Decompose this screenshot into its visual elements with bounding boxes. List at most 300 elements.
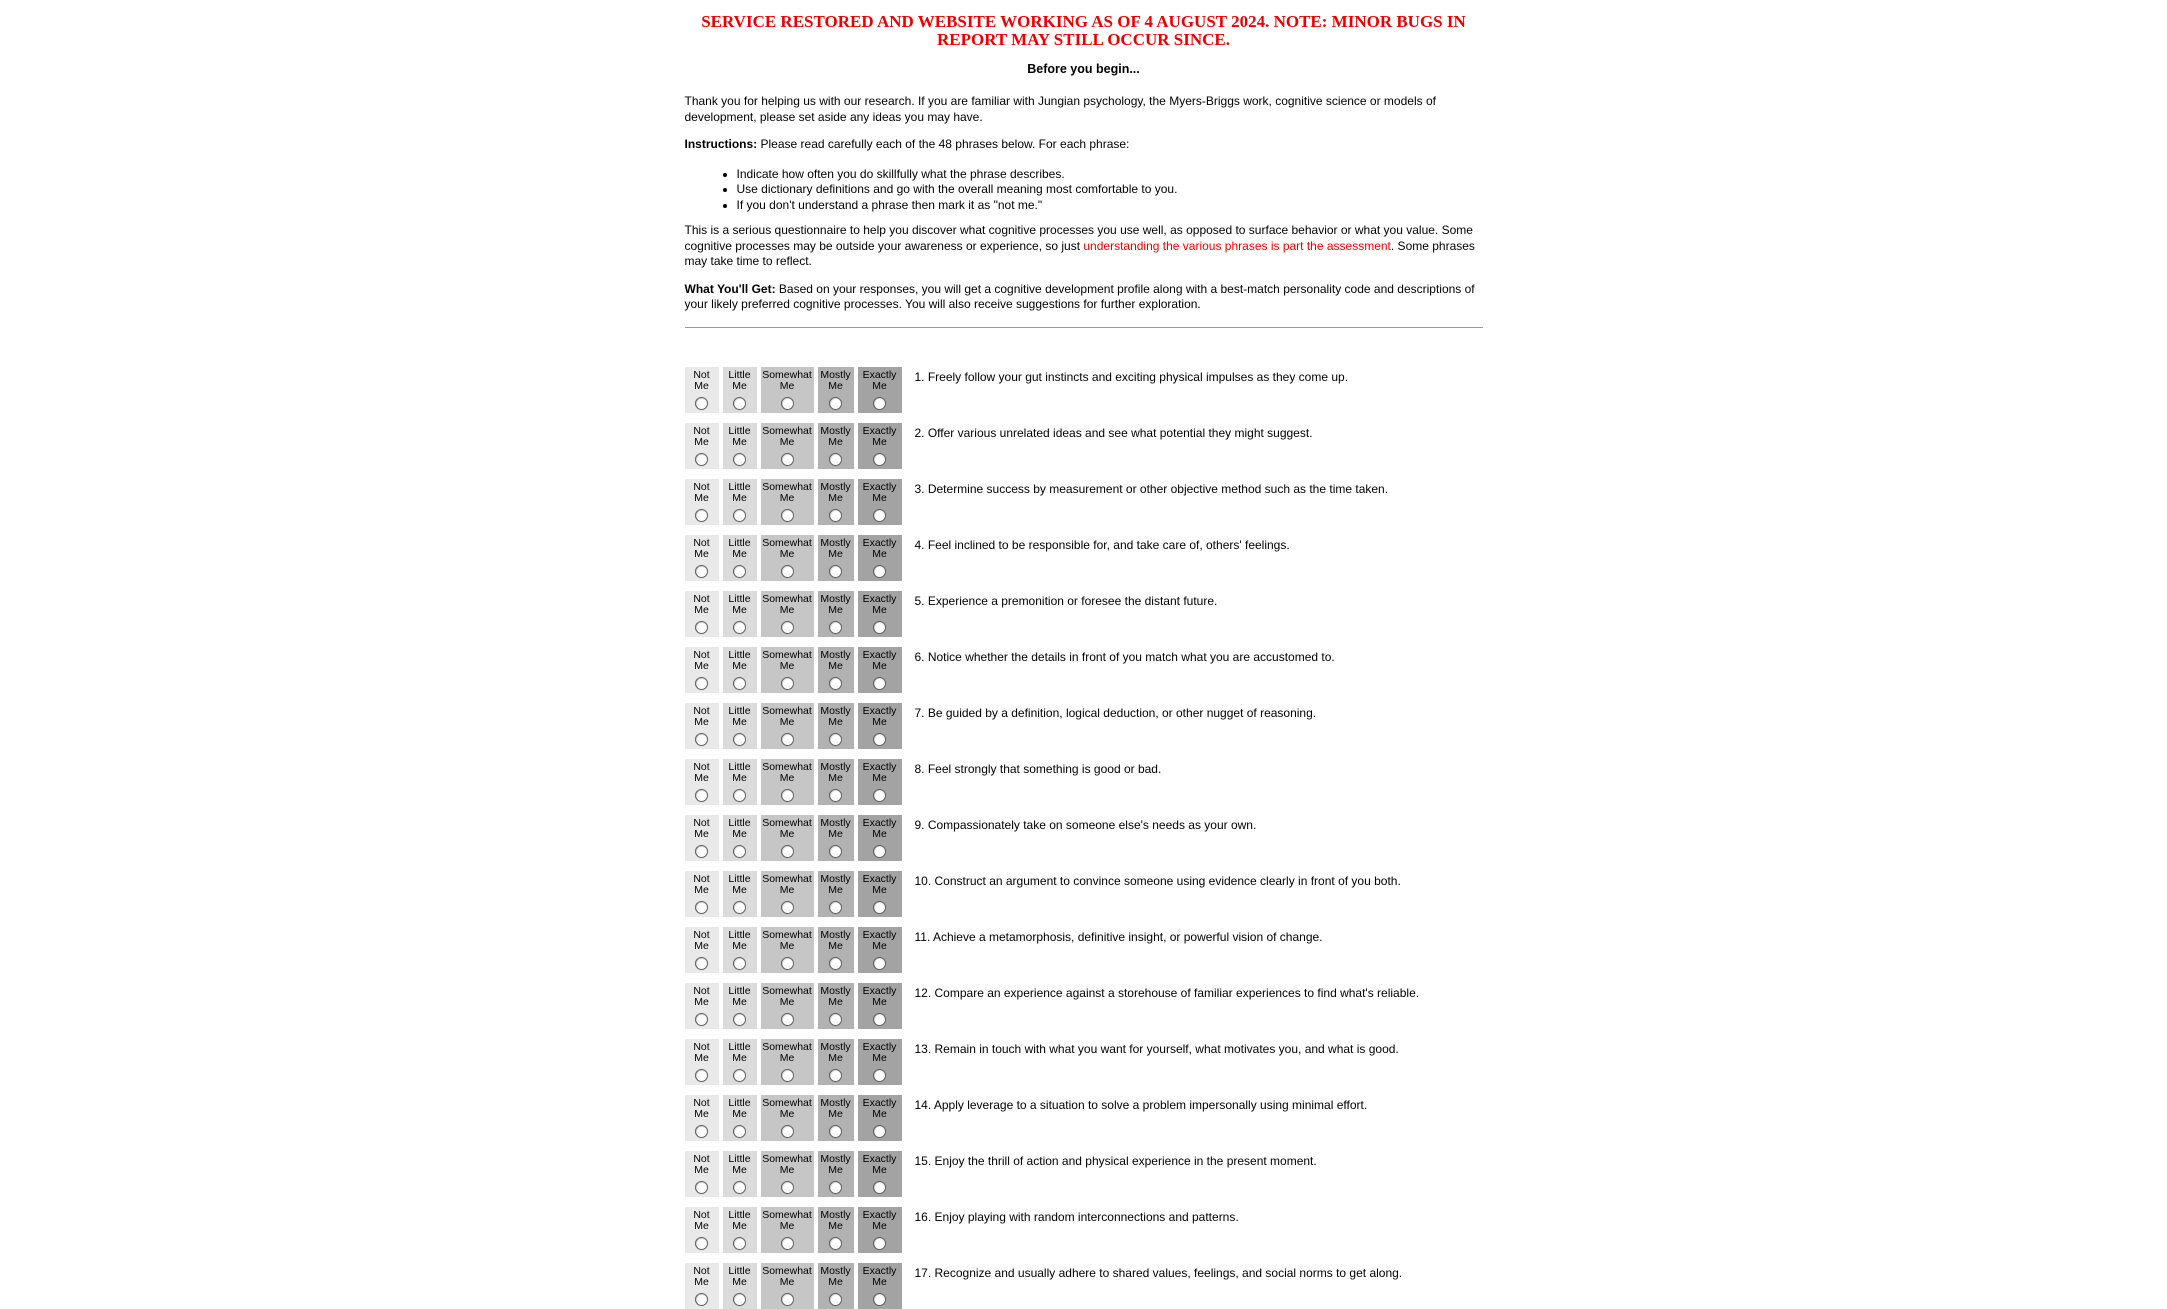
rating-cell[interactable]: [858, 1039, 902, 1085]
rating-radio[interactable]: [873, 1181, 886, 1194]
rating-cell[interactable]: [818, 423, 854, 469]
rating-cell-label: Not Me: [693, 984, 710, 1008]
question-text: 10. Construct an argument to convince someone using evidence clearly in front of you both.: [914, 873, 1401, 888]
rating-cell-label: Mostly Me: [820, 1096, 851, 1120]
rating-radio[interactable]: [829, 733, 842, 746]
rating-cell[interactable]: [858, 871, 902, 917]
rating-radio[interactable]: [781, 1293, 794, 1306]
rating-cell[interactable]: [685, 1263, 719, 1309]
rating-cell-label: Somewhat Me: [762, 1096, 812, 1120]
rating-cell[interactable]: [818, 703, 854, 749]
rating-radio[interactable]: [873, 565, 886, 578]
rating-radio[interactable]: [733, 1069, 746, 1082]
rating-radio[interactable]: [695, 901, 708, 914]
rating-radio[interactable]: [873, 1013, 886, 1026]
rating-radio[interactable]: [829, 397, 842, 410]
serious-text-red: understanding the various phrases is part the assessment: [1083, 238, 1391, 253]
what-youll-get-label: What You'll Get:: [684, 281, 776, 296]
rating-cell-label: Exactly Me: [862, 1040, 897, 1064]
rating-cell-label: Somewhat Me: [762, 368, 812, 392]
question-text: 17. Recognize and usually adhere to shared values, feelings, and social norms to get along.: [914, 1265, 1403, 1280]
rating-radio[interactable]: [873, 397, 886, 410]
rating-cell-label: Little Me: [728, 816, 751, 840]
rating-radio[interactable]: [781, 453, 794, 466]
rating-cell[interactable]: [761, 367, 814, 413]
question-text: 12. Compare an experience against a storehouse of familiar experiences to find what's reliable.: [914, 985, 1420, 1000]
rating-scale: [685, 815, 902, 861]
rating-radio[interactable]: [781, 901, 794, 914]
question-text: 5. Experience a premonition or foresee the distant future.: [914, 593, 1218, 608]
rating-radio[interactable]: [695, 1293, 708, 1306]
question-list: [685, 367, 1483, 1309]
rating-cell-label: Exactly Me: [862, 480, 897, 504]
rating-cell[interactable]: [685, 423, 719, 469]
rating-radio[interactable]: [829, 901, 842, 914]
rating-cell-label: Somewhat Me: [762, 1152, 812, 1176]
rating-radio[interactable]: [781, 957, 794, 970]
question-row: [685, 759, 1483, 805]
rating-cell[interactable]: [685, 367, 719, 413]
rating-cell[interactable]: [818, 1095, 854, 1141]
rating-cell[interactable]: [818, 647, 854, 693]
rating-cell-label: Not Me: [693, 1208, 710, 1232]
rating-cell[interactable]: [761, 703, 814, 749]
what-youll-get-text: Based on your responses, you will get a cognitive development profile along with a best-match personality code and descriptions of your likely preferred cognitive processes. You will also receive suggestions for further exploration.: [684, 281, 1475, 311]
rating-cell[interactable]: [685, 1039, 719, 1085]
rating-cell[interactable]: [858, 759, 902, 805]
rating-cell-label: Little Me: [728, 984, 751, 1008]
question-row: [685, 703, 1483, 749]
rating-cell-label: Exactly Me: [862, 872, 897, 896]
rating-cell[interactable]: [723, 703, 757, 749]
rating-cell[interactable]: [818, 927, 854, 973]
rating-cell[interactable]: [723, 1095, 757, 1141]
rating-radio[interactable]: [733, 621, 746, 634]
rating-cell[interactable]: [818, 815, 854, 861]
rating-cell-label: Exactly Me: [862, 1152, 897, 1176]
rating-cell[interactable]: [685, 703, 719, 749]
rating-cell-label: Somewhat Me: [762, 1208, 812, 1232]
rating-cell-label: Not Me: [693, 816, 710, 840]
rating-cell[interactable]: [818, 871, 854, 917]
rating-cell[interactable]: [858, 983, 902, 1029]
rating-cell-label: Exactly Me: [862, 1096, 897, 1120]
rating-cell-label: Mostly Me: [820, 1040, 851, 1064]
rating-radio[interactable]: [873, 733, 886, 746]
rating-radio[interactable]: [873, 1237, 886, 1250]
rating-radio[interactable]: [733, 677, 746, 690]
question-row: [685, 871, 1483, 917]
rating-radio[interactable]: [829, 1237, 842, 1250]
rating-cell[interactable]: [685, 927, 719, 973]
rating-radio[interactable]: [695, 621, 708, 634]
rating-scale: [685, 1039, 902, 1085]
rating-cell[interactable]: [723, 1039, 757, 1085]
rating-cell-label: Not Me: [693, 368, 710, 392]
question-row: [685, 479, 1483, 525]
rating-radio[interactable]: [781, 1181, 794, 1194]
rating-cell[interactable]: [858, 479, 902, 525]
rating-scale: [685, 759, 902, 805]
question-text: 16. Enjoy playing with random interconnections and patterns.: [914, 1209, 1239, 1224]
question-text: 1. Freely follow your gut instincts and exciting physical impulses as they come up.: [914, 369, 1349, 384]
rating-cell-label: Mostly Me: [820, 872, 851, 896]
question-text: 2. Offer various unrelated ideas and see what potential they might suggest.: [914, 425, 1313, 440]
rating-radio[interactable]: [695, 565, 708, 578]
rating-cell[interactable]: [761, 647, 814, 693]
rating-radio[interactable]: [873, 1125, 886, 1138]
rating-radio[interactable]: [873, 957, 886, 970]
rating-radio[interactable]: [695, 957, 708, 970]
rating-cell[interactable]: [761, 1095, 814, 1141]
rating-cell-label: Exactly Me: [862, 760, 897, 784]
rating-radio[interactable]: [733, 565, 746, 578]
rating-radio[interactable]: [695, 789, 708, 802]
thank-you-paragraph: Thank you for helping us with our research. If you are familiar with Jungian psychology, the Myers-Briggs work, cognitive science or models of development, please set aside any ideas you may have.: [684, 94, 1436, 124]
divider: [685, 327, 1483, 328]
rating-cell[interactable]: [685, 983, 719, 1029]
rating-cell-label: Exactly Me: [862, 536, 897, 560]
questionnaire-page: [685, 0, 1483, 1309]
rating-scale: [685, 1095, 902, 1141]
rating-cell-label: Little Me: [728, 1264, 751, 1288]
rating-cell[interactable]: [858, 535, 902, 581]
rating-radio[interactable]: [733, 397, 746, 410]
rating-cell[interactable]: [818, 1263, 854, 1309]
question-text: 9. Compassionately take on someone else's needs as your own.: [914, 817, 1257, 832]
rating-cell[interactable]: [858, 703, 902, 749]
question-row: [685, 1151, 1483, 1197]
rating-cell[interactable]: [858, 815, 902, 861]
rating-cell[interactable]: [685, 759, 719, 805]
rating-scale: [685, 871, 902, 917]
rating-cell[interactable]: [685, 1095, 719, 1141]
rating-scale: [685, 1151, 902, 1197]
instructions-text: Please read carefully each of the 48 phrases below. For each phrase:: [757, 137, 1130, 151]
rating-radio[interactable]: [781, 397, 794, 410]
rating-cell-label: Mostly Me: [820, 1208, 851, 1232]
question-row: [685, 1207, 1483, 1253]
rating-cell-label: Somewhat Me: [762, 480, 812, 504]
rating-cell[interactable]: [723, 1263, 757, 1309]
rating-cell-label: Little Me: [728, 536, 751, 560]
instructions-list: [685, 167, 1483, 214]
rating-cell-label: Not Me: [693, 928, 710, 952]
rating-cell[interactable]: [761, 871, 814, 917]
rating-radio[interactable]: [695, 1013, 708, 1026]
rating-cell[interactable]: [818, 591, 854, 637]
question-text: 11. Achieve a metamorphosis, definitive insight, or powerful vision of change.: [914, 929, 1323, 944]
serious-text-post: . Some phrases may take time to reflect.: [684, 238, 1475, 268]
rating-cell[interactable]: [761, 927, 814, 973]
rating-cell[interactable]: [723, 591, 757, 637]
rating-cell[interactable]: [858, 1207, 902, 1253]
rating-radio[interactable]: [829, 453, 842, 466]
rating-cell-label: Little Me: [728, 368, 751, 392]
rating-cell-label: Exactly Me: [862, 1264, 897, 1288]
rating-radio[interactable]: [829, 1125, 842, 1138]
rating-radio[interactable]: [733, 453, 746, 466]
rating-radio[interactable]: [695, 397, 708, 410]
rating-radio[interactable]: [781, 1237, 794, 1250]
rating-cell[interactable]: [723, 983, 757, 1029]
rating-radio[interactable]: [873, 1069, 886, 1082]
rating-scale: [685, 927, 902, 973]
rating-cell-label: Not Me: [693, 1152, 710, 1176]
rating-scale: [685, 423, 902, 469]
rating-cell-label: Exactly Me: [862, 704, 897, 728]
rating-radio[interactable]: [695, 845, 708, 858]
rating-scale: [685, 1263, 902, 1309]
rating-cell[interactable]: [723, 871, 757, 917]
rating-radio[interactable]: [781, 1069, 794, 1082]
rating-cell[interactable]: [858, 927, 902, 973]
rating-cell[interactable]: [858, 1263, 902, 1309]
rating-cell[interactable]: [761, 535, 814, 581]
rating-radio[interactable]: [829, 565, 842, 578]
rating-cell-label: Little Me: [728, 872, 751, 896]
rating-radio[interactable]: [733, 1293, 746, 1306]
rating-cell[interactable]: [818, 1151, 854, 1197]
rating-scale: [685, 367, 902, 413]
rating-radio[interactable]: [829, 1069, 842, 1082]
rating-radio[interactable]: [829, 789, 842, 802]
rating-cell[interactable]: [723, 367, 757, 413]
rating-cell-label: Mostly Me: [820, 424, 851, 448]
rating-cell-label: Somewhat Me: [762, 928, 812, 952]
rating-radio[interactable]: [873, 901, 886, 914]
rating-cell-label: Not Me: [693, 1096, 710, 1120]
rating-radio[interactable]: [829, 1181, 842, 1194]
rating-cell-label: Mostly Me: [820, 704, 851, 728]
rating-cell-label: Not Me: [693, 1264, 710, 1288]
instruction-item: • Indicate how often you do skillfully what the phrase describes.: [737, 167, 1483, 183]
rating-cell[interactable]: [761, 983, 814, 1029]
rating-cell[interactable]: [761, 1207, 814, 1253]
rating-cell-label: Somewhat Me: [762, 536, 812, 560]
rating-cell-label: Not Me: [693, 760, 710, 784]
question-text: 13. Remain in touch with what you want for yourself, what motivates you, and what is good.: [914, 1041, 1399, 1056]
rating-cell[interactable]: [761, 1039, 814, 1085]
rating-cell-label: Little Me: [728, 928, 751, 952]
rating-radio[interactable]: [695, 1237, 708, 1250]
rating-cell[interactable]: [685, 1207, 719, 1253]
rating-radio[interactable]: [695, 453, 708, 466]
rating-cell-label: Somewhat Me: [762, 1040, 812, 1064]
rating-radio[interactable]: [733, 789, 746, 802]
rating-radio[interactable]: [695, 509, 708, 522]
rating-cell[interactable]: [858, 1095, 902, 1141]
rating-cell-label: Mostly Me: [820, 536, 851, 560]
serious-text-pre: This is a serious questionnaire to help you discover what cognitive processes you use well, as opposed to surface behavior or what you value. Some cognitive processes may be outside your awareness or experience, so just: [684, 223, 1473, 253]
rating-radio[interactable]: [781, 1013, 794, 1026]
rating-radio[interactable]: [829, 509, 842, 522]
rating-radio[interactable]: [733, 845, 746, 858]
rating-radio[interactable]: [695, 677, 708, 690]
instructions-paragraph: [685, 137, 1483, 153]
rating-radio[interactable]: [781, 845, 794, 858]
rating-cell-label: Not Me: [693, 424, 710, 448]
instruction-item: • Use dictionary definitions and go with the overall meaning most comfortable to you.: [737, 182, 1483, 198]
rating-radio[interactable]: [829, 845, 842, 858]
rating-cell[interactable]: [761, 479, 814, 525]
rating-cell-label: Little Me: [728, 704, 751, 728]
rating-radio[interactable]: [733, 901, 746, 914]
question-text: 15. Enjoy the thrill of action and physical experience in the present moment.: [914, 1153, 1317, 1168]
question-text: 3. Determine success by measurement or other objective method such as the time taken.: [914, 481, 1389, 496]
rating-cell[interactable]: [818, 759, 854, 805]
rating-radio[interactable]: [733, 1237, 746, 1250]
rating-radio[interactable]: [873, 845, 886, 858]
rating-cell[interactable]: [858, 423, 902, 469]
rating-radio[interactable]: [781, 509, 794, 522]
question-row: [685, 983, 1483, 1029]
rating-radio[interactable]: [733, 733, 746, 746]
rating-radio[interactable]: [733, 1013, 746, 1026]
rating-radio[interactable]: [873, 677, 886, 690]
rating-radio[interactable]: [781, 565, 794, 578]
rating-cell-label: Exactly Me: [862, 424, 897, 448]
rating-cell[interactable]: [858, 1151, 902, 1197]
rating-cell[interactable]: [818, 1039, 854, 1085]
rating-radio[interactable]: [829, 1293, 842, 1306]
rating-cell-label: Not Me: [693, 648, 710, 672]
rating-cell[interactable]: [685, 647, 719, 693]
rating-radio[interactable]: [829, 957, 842, 970]
rating-radio[interactable]: [695, 1125, 708, 1138]
rating-cell-label: Little Me: [728, 1040, 751, 1064]
rating-radio[interactable]: [781, 677, 794, 690]
rating-cell-label: Exactly Me: [862, 1208, 897, 1232]
rating-radio[interactable]: [829, 677, 842, 690]
rating-cell-label: Little Me: [728, 648, 751, 672]
rating-cell[interactable]: [761, 1151, 814, 1197]
rating-radio[interactable]: [829, 1013, 842, 1026]
rating-scale: [685, 983, 902, 1029]
rating-cell-label: Not Me: [693, 704, 710, 728]
rating-cell[interactable]: [685, 479, 719, 525]
question-row: [685, 927, 1483, 973]
rating-cell[interactable]: [723, 927, 757, 973]
rating-cell[interactable]: [723, 1151, 757, 1197]
before-you-begin-heading: Before you begin...: [1027, 62, 1140, 76]
rating-cell[interactable]: [685, 1151, 719, 1197]
instructions-label: Instructions:: [684, 137, 758, 151]
rating-scale: [685, 703, 902, 749]
rating-radio[interactable]: [781, 789, 794, 802]
rating-cell-label: Little Me: [728, 480, 751, 504]
rating-cell-label: Mostly Me: [820, 1264, 851, 1288]
question-row: [685, 367, 1483, 413]
rating-cell-label: Somewhat Me: [762, 592, 812, 616]
rating-cell-label: Not Me: [693, 872, 710, 896]
rating-radio[interactable]: [873, 789, 886, 802]
rating-cell-label: Little Me: [728, 592, 751, 616]
rating-cell-label: Little Me: [728, 424, 751, 448]
rating-cell[interactable]: [723, 423, 757, 469]
rating-radio[interactable]: [781, 733, 794, 746]
rating-cell-label: Mostly Me: [820, 368, 851, 392]
question-row: [685, 535, 1483, 581]
rating-radio[interactable]: [873, 453, 886, 466]
rating-cell[interactable]: [723, 759, 757, 805]
rating-radio[interactable]: [873, 621, 886, 634]
rating-cell[interactable]: [761, 815, 814, 861]
rating-cell[interactable]: [818, 479, 854, 525]
rating-radio[interactable]: [781, 621, 794, 634]
question-row: [685, 423, 1483, 469]
rating-cell[interactable]: [761, 1263, 814, 1309]
rating-cell-label: Not Me: [693, 592, 710, 616]
rating-cell[interactable]: [858, 367, 902, 413]
rating-cell-label: Mostly Me: [820, 816, 851, 840]
rating-radio[interactable]: [781, 1125, 794, 1138]
serious-questionnaire-paragraph: [685, 223, 1483, 270]
rating-cell-label: Mostly Me: [820, 592, 851, 616]
rating-cell[interactable]: [818, 1207, 854, 1253]
rating-radio[interactable]: [873, 1293, 886, 1306]
rating-cell-label: Exactly Me: [862, 816, 897, 840]
question-row: [685, 1039, 1483, 1085]
rating-cell[interactable]: [761, 591, 814, 637]
rating-scale: [685, 647, 902, 693]
rating-cell-label: Somewhat Me: [762, 704, 812, 728]
rating-cell[interactable]: [818, 983, 854, 1029]
rating-cell-label: Exactly Me: [862, 984, 897, 1008]
rating-cell[interactable]: [723, 1207, 757, 1253]
rating-cell[interactable]: [723, 647, 757, 693]
rating-cell[interactable]: [818, 535, 854, 581]
rating-cell[interactable]: [685, 591, 719, 637]
rating-cell[interactable]: [818, 367, 854, 413]
rating-cell[interactable]: [761, 423, 814, 469]
rating-radio[interactable]: [695, 733, 708, 746]
rating-cell[interactable]: [685, 815, 719, 861]
rating-radio[interactable]: [695, 1181, 708, 1194]
rating-cell-label: Somewhat Me: [762, 984, 812, 1008]
rating-cell-label: Not Me: [693, 536, 710, 560]
rating-cell[interactable]: [723, 535, 757, 581]
rating-radio[interactable]: [733, 957, 746, 970]
rating-cell-label: Somewhat Me: [762, 424, 812, 448]
rating-radio[interactable]: [733, 1125, 746, 1138]
rating-cell-label: Mostly Me: [820, 984, 851, 1008]
rating-cell-label: Exactly Me: [862, 368, 897, 392]
rating-cell-label: Mostly Me: [820, 1152, 851, 1176]
rating-cell-label: Exactly Me: [862, 648, 897, 672]
rating-cell[interactable]: [723, 479, 757, 525]
rating-cell-label: Somewhat Me: [762, 1264, 812, 1288]
rating-cell[interactable]: [858, 647, 902, 693]
rating-radio[interactable]: [829, 621, 842, 634]
rating-cell[interactable]: [858, 591, 902, 637]
service-status-banner: SERVICE RESTORED AND WEBSITE WORKING AS OF 4 AUGUST 2024. NOTE: MINOR BUGS IN REPORT MAY STILL OCCUR SINCE.: [701, 12, 1466, 49]
question-text: 7. Be guided by a definition, logical deduction, or other nugget of reasoning.: [914, 705, 1317, 720]
rating-cell[interactable]: [685, 535, 719, 581]
rating-radio[interactable]: [733, 509, 746, 522]
rating-cell[interactable]: [761, 759, 814, 805]
rating-radio[interactable]: [873, 509, 886, 522]
rating-radio[interactable]: [733, 1181, 746, 1194]
rating-cell[interactable]: [723, 815, 757, 861]
rating-cell-label: Little Me: [728, 1152, 751, 1176]
rating-scale: [685, 1207, 902, 1253]
rating-radio[interactable]: [695, 1069, 708, 1082]
rating-cell[interactable]: [685, 871, 719, 917]
rating-cell-label: Not Me: [693, 1040, 710, 1064]
rating-scale: [685, 479, 902, 525]
rating-cell-label: Somewhat Me: [762, 872, 812, 896]
